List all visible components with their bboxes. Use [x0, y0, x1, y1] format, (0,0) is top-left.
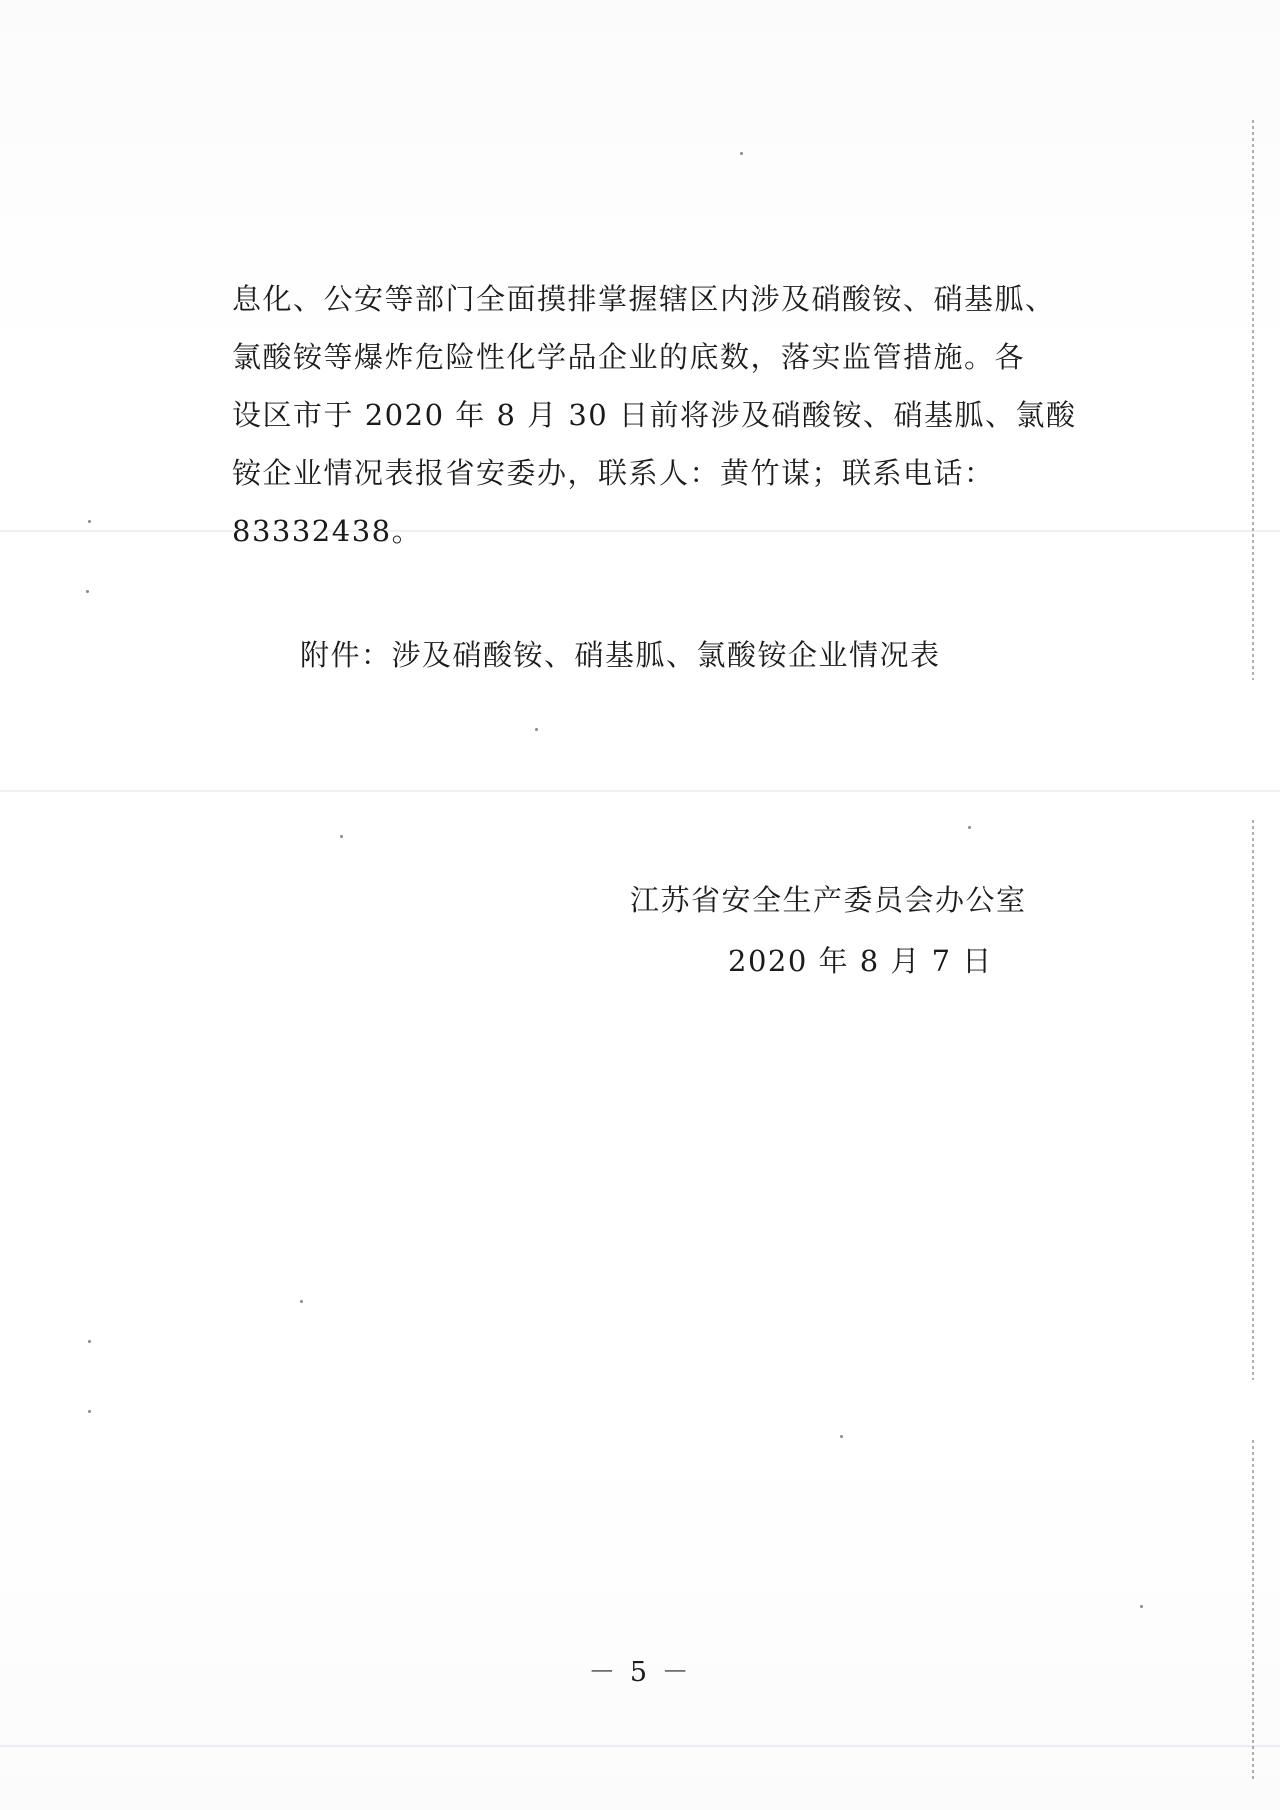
scan-speck	[88, 1340, 91, 1343]
body-line: 设区市于 2020 年 8 月 30 日前将涉及硝酸铵、硝基胍、氯酸	[232, 398, 1077, 432]
scan-speck	[300, 1300, 303, 1303]
scan-speck	[88, 520, 91, 523]
scan-speck	[535, 728, 538, 731]
scan-speck	[88, 1410, 91, 1413]
body-line: 83332438。	[232, 514, 423, 548]
scan-speck	[1140, 1605, 1143, 1608]
scan-speck	[86, 590, 89, 593]
scan-edge-line	[1252, 820, 1254, 1380]
signature-block	[630, 878, 1070, 980]
scan-artifact	[0, 1745, 1280, 1747]
scan-speck	[340, 835, 343, 838]
body-line: 氯酸铵等爆炸危险性化学品企业的底数，落实监管措施。各	[232, 340, 1026, 374]
body-line: 铵企业情况表报省安委办，联系人：黄竹谋；联系电话：	[232, 456, 995, 490]
body-paragraph	[232, 270, 1077, 560]
issue-date: 2020 年 8 月 7 日	[728, 944, 993, 978]
body-line: 息化、公安等部门全面摸排掌握辖区内涉及硝酸铵、硝基胍、	[232, 282, 1056, 316]
scan-artifact	[0, 790, 1280, 792]
scan-edge-line	[1252, 1440, 1254, 1780]
scan-speck	[968, 826, 971, 829]
scan-speck	[840, 1435, 843, 1438]
page-number: － 5 －	[588, 1657, 692, 1688]
attachment-note: 附件：涉及硝酸铵、硝基胍、氯酸铵企业情况表	[300, 638, 941, 672]
issuer-name: 江苏省安全生产委员会办公室	[630, 883, 1027, 917]
scan-edge-line	[1252, 120, 1254, 680]
scan-speck	[740, 152, 743, 155]
